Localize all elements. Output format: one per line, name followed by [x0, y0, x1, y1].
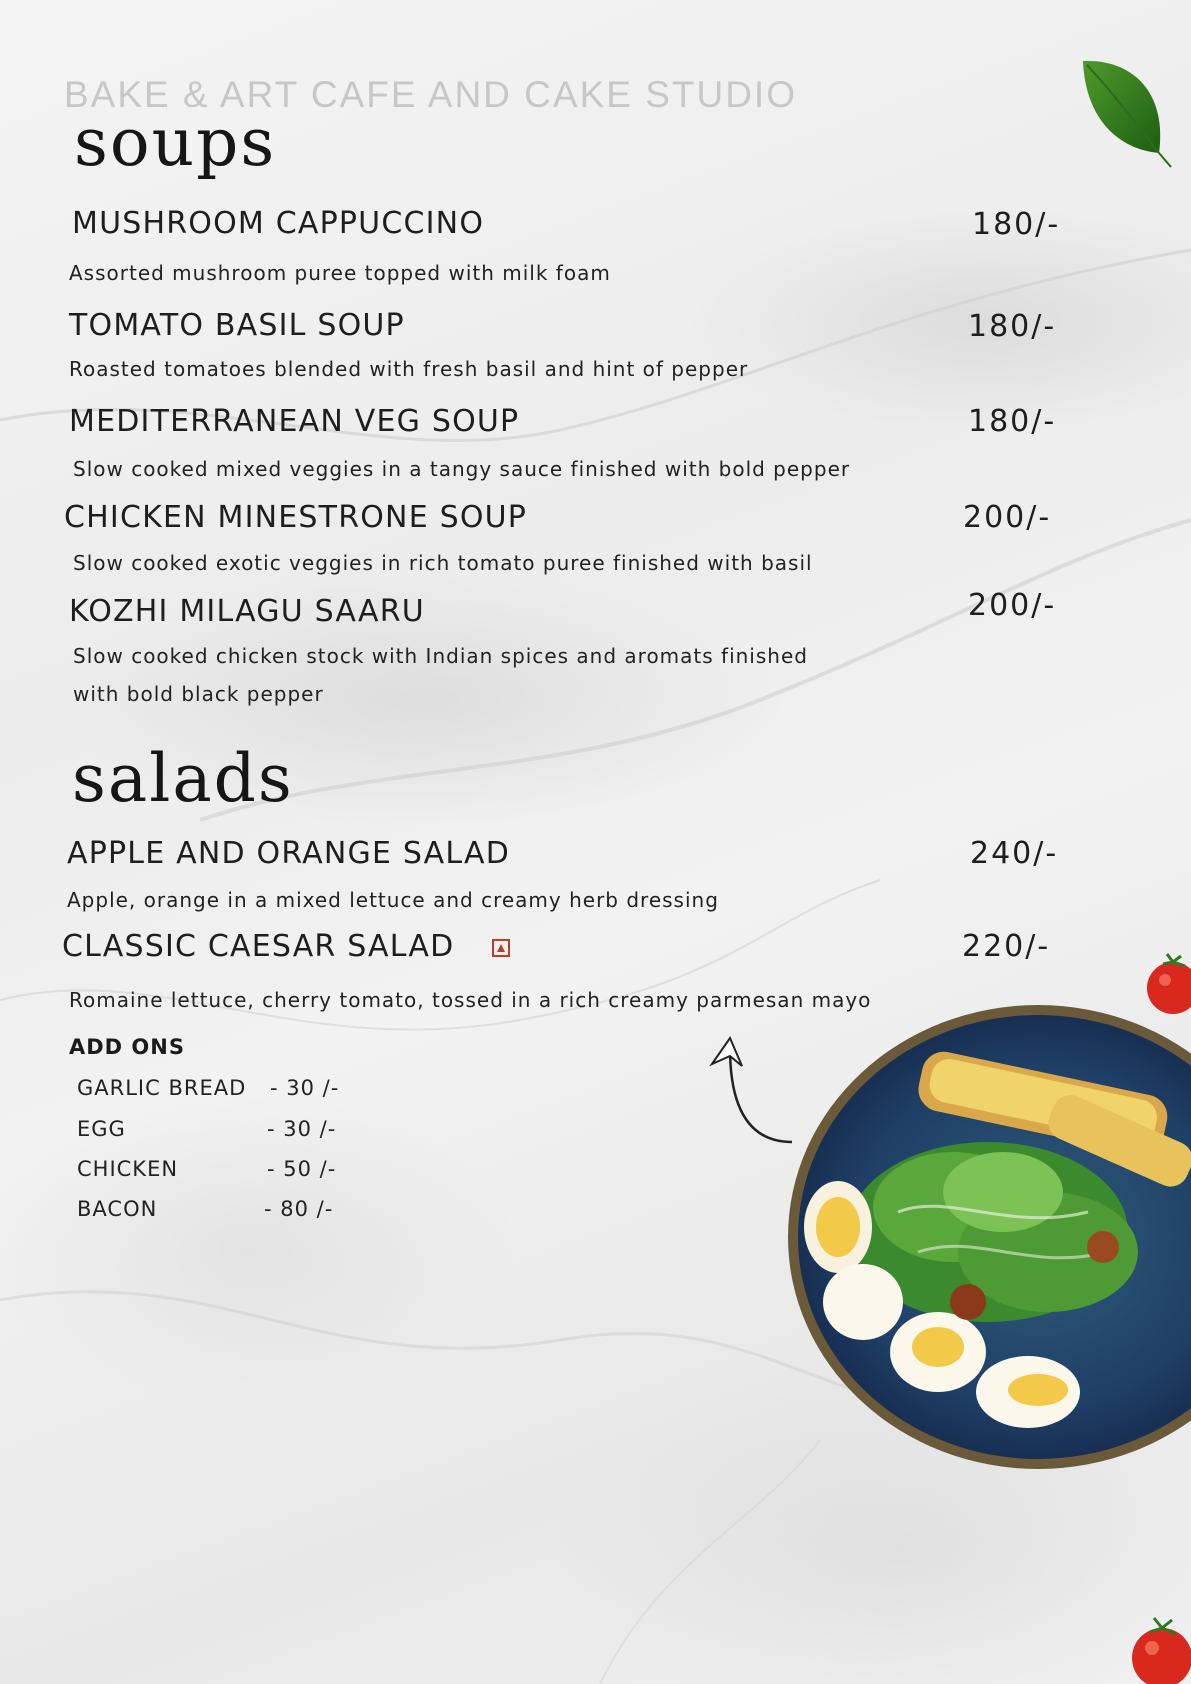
menu-item-description: Apple, orange in a mixed lettuce and creamy herb dressing	[67, 888, 719, 912]
menu-item-name: MUSHROOM CAPPUCCINO	[72, 206, 485, 241]
menu-item-description: Romaine lettuce, cherry tomato, tossed in a rich creamy parmesan mayo	[69, 988, 872, 1012]
menu-item-name: KOZHI MILAGU SAARU	[69, 594, 425, 629]
menu-item-price: 180/-	[968, 404, 1057, 439]
menu-item-description: Slow cooked exotic veggies in rich tomato puree finished with basil	[73, 551, 813, 575]
menu-item-description: Roasted tomatoes blended with fresh basil and hint of pepper	[69, 357, 749, 381]
section-title-soups: soups	[74, 104, 277, 181]
addons-title: ADD ONS	[69, 1035, 185, 1059]
menu-item-description: Assorted mushroom puree topped with milk foam	[69, 261, 611, 285]
menu-item-name: CHICKEN MINESTRONE SOUP	[64, 500, 528, 535]
addon-name: BACON	[77, 1197, 158, 1221]
menu-item-name: MEDITERRANEAN VEG SOUP	[69, 404, 520, 439]
menu-item-price: 220/-	[962, 929, 1051, 964]
tomato-icon	[1143, 950, 1191, 1020]
section-title-salads: salads	[72, 740, 294, 817]
addon-price: - 50 /-	[267, 1157, 337, 1181]
menu-item-description: with bold black pepper	[73, 682, 324, 706]
caesar-salad-photo	[788, 1002, 1191, 1482]
addon-name: GARLIC BREAD	[77, 1076, 247, 1100]
menu-item-name: CLASSIC CAESAR SALAD	[62, 929, 455, 964]
menu-item-price: 180/-	[968, 309, 1057, 344]
tomato-icon	[1126, 1614, 1191, 1684]
non-veg-icon	[492, 939, 510, 957]
menu-item-price: 200/-	[963, 500, 1052, 535]
addon-price: - 30 /-	[270, 1076, 340, 1100]
addon-price: - 30 /-	[267, 1117, 337, 1141]
addon-price: - 80 /-	[264, 1197, 334, 1221]
menu-item-name: TOMATO BASIL SOUP	[69, 308, 405, 343]
menu-item-price: 180/-	[972, 207, 1061, 242]
addon-name: CHICKEN	[77, 1157, 179, 1181]
menu-item-name: APPLE AND ORANGE SALAD	[67, 836, 511, 871]
menu-item-description: Slow cooked mixed veggies in a tangy sauce finished with bold pepper	[73, 457, 851, 481]
brand-name: BAKE & ART CAFE AND CAKE STUDIO	[64, 74, 797, 115]
basil-leaf-icon	[1075, 55, 1175, 170]
addon-name: EGG	[77, 1117, 126, 1141]
menu-item-price: 240/-	[970, 836, 1059, 871]
menu-item-description: Slow cooked chicken stock with Indian spices and aromats finished	[73, 644, 808, 668]
menu-item-price: 200/-	[968, 588, 1057, 623]
